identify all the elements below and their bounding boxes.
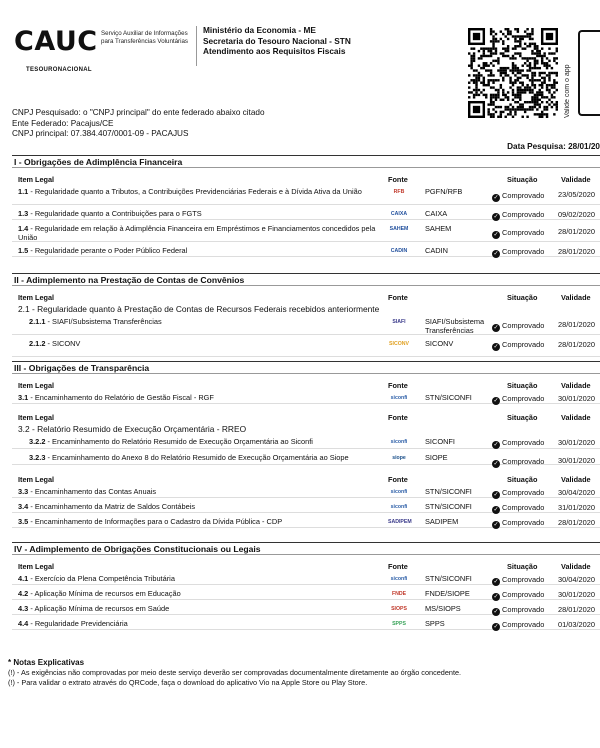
validade-value: 28/01/2020 — [558, 340, 595, 349]
validade-value: 09/02/2020 — [558, 210, 595, 219]
situacao-text: Comprovado — [502, 228, 545, 237]
col-validade: Validade — [561, 293, 591, 302]
check-circle-icon: ✓ — [493, 609, 499, 615]
col-item-legal: Item Legal — [18, 175, 55, 184]
ministry-line: Secretaria do Tesouro Nacional - STN — [203, 35, 351, 46]
fonte-value: MS/SIOPS — [425, 604, 461, 613]
note-line: (!) - As exigências não comprovadas por meio deste serviço deverão ser comprovadas documentalmente diretamente ao órgão concedente. — [8, 668, 462, 677]
col-item-legal: Item Legal — [18, 475, 55, 484]
validade-value: 30/04/2020 — [558, 575, 595, 584]
ente-federado: Ente Federado: Pacajus/CE — [12, 118, 114, 128]
column-header-row — [12, 413, 600, 423]
cnpj-pesquisado: CNPJ Pesquisado: o "CNPJ principal" do ente federado abaixo citado — [12, 108, 265, 117]
item-description: - SICONV — [45, 339, 81, 348]
situacao-text: Comprovado — [502, 488, 545, 497]
item-legal-text — [18, 393, 378, 402]
item-description: - Encaminhamento do Anexo 8 do Relatório Resumido de Execução Orçamentária ao Siope — [45, 453, 349, 462]
item-legal-text — [18, 604, 378, 613]
validade-value: 23/05/2020 — [558, 190, 595, 199]
situacao-text: Comprovado — [502, 590, 545, 599]
explanatory-notes — [8, 658, 598, 688]
item-description: - Encaminhamento do Relatório de Gestão Fiscal - RGF — [28, 393, 214, 402]
fonte-logo-icon: CAIXA — [390, 211, 408, 217]
item-description: - Regularidade quanto a Tributos, a Contribuições Previdenciárias Federais e à Dívida Ativa da União — [28, 187, 362, 196]
item-description: - Regularidade quanto a Contribuições para o FGTS — [28, 209, 202, 218]
validade-value: 28/01/2020 — [558, 518, 595, 527]
situacao-text: Comprovado — [502, 518, 545, 527]
fonte-logo-icon: RFB — [393, 189, 405, 195]
validade-value: 30/01/2020 — [558, 456, 595, 465]
check-circle-icon: ✓ — [493, 461, 499, 467]
subsection-title: 3.2 - Relatório Resumido de Execução Orçamentária - RREO — [18, 424, 247, 434]
fonte-logo-icon: siconfi — [390, 576, 408, 582]
item-legal-text — [29, 437, 379, 446]
col-situacao: Situação — [507, 413, 538, 422]
fonte-value: CAIXA — [425, 209, 448, 218]
item-description: - Aplicação Mínima de recursos em Educação — [28, 589, 181, 598]
column-header-row — [12, 562, 600, 572]
qr-code[interactable] — [468, 28, 558, 118]
table-row — [12, 436, 600, 449]
col-validade: Validade — [561, 562, 591, 571]
item-description: - Encaminhamento das Contas Anuais — [28, 487, 157, 496]
check-circle-icon: ✓ — [493, 398, 499, 404]
col-validade: Validade — [561, 381, 591, 390]
col-fonte: Fonte — [388, 175, 408, 184]
item-legal-text — [18, 224, 378, 242]
item-legal-text — [29, 317, 379, 326]
item-description: - SIAFI/Subsistema Transferências — [45, 317, 162, 326]
item-number: 4.3 — [18, 604, 29, 613]
subsection-title: 2.1 - Regularidade quanto à Prestação de Contas de Recursos Federais recebidos anteriormente — [18, 304, 380, 314]
situacao-text: Comprovado — [502, 438, 545, 447]
fonte-value: SIOPE — [425, 453, 448, 462]
item-description: - Regularidade em relação à Adimplência Financeira em Empréstimos e Financiamentos concedidos pela União — [18, 224, 376, 242]
item-legal-text — [18, 209, 378, 218]
situacao-text: Comprovado — [502, 340, 545, 349]
situacao-text: Comprovado — [502, 503, 545, 512]
check-circle-icon: ✓ — [493, 442, 499, 448]
fonte-logo-icon: CADIN — [390, 248, 408, 254]
item-legal-text — [29, 339, 379, 348]
table-row — [12, 573, 600, 585]
validade-value: 30/01/2020 — [558, 590, 595, 599]
fonte-logo-icon: SICONV — [389, 341, 409, 347]
column-header-row — [12, 293, 600, 303]
item-number: 1.1 — [18, 187, 29, 196]
col-fonte: Fonte — [388, 381, 408, 390]
item-number: 1.4 — [18, 224, 29, 233]
check-circle-icon: ✓ — [493, 344, 499, 350]
column-header-row — [12, 475, 600, 485]
item-description: - Encaminhamento do Relatório Resumido de Execução Orçamentária ao Siconfi — [45, 437, 313, 446]
situacao-text: Comprovado — [502, 247, 545, 256]
fonte-value: SIAFI/Subsistema Transferências — [425, 317, 485, 335]
check-circle-icon: ✓ — [493, 251, 499, 257]
item-number: 4.2 — [18, 589, 29, 598]
situacao-text: Comprovado — [502, 620, 545, 629]
section-title: III - Obrigações de Transparência — [12, 361, 600, 374]
col-situacao: Situação — [507, 381, 538, 390]
fonte-value: FNDE/SIOPE — [425, 589, 470, 598]
check-circle-icon: ✓ — [493, 232, 499, 238]
tesouro-nacional-logo: TESOURONACIONAL — [26, 67, 92, 73]
col-item-legal: Item Legal — [18, 293, 55, 302]
check-circle-icon: ✓ — [493, 522, 499, 528]
table-row — [12, 588, 600, 600]
table-row — [12, 618, 600, 630]
fonte-logo-icon: SPPS — [392, 621, 406, 627]
situacao-text: Comprovado — [502, 457, 545, 466]
fonte-value: STN/SICONFI — [425, 574, 472, 583]
situacao-text: Comprovado — [502, 575, 545, 584]
fonte-logo-icon: siconfi — [390, 489, 408, 495]
item-legal-text — [18, 589, 378, 598]
ministry-block — [203, 25, 351, 57]
section-title: IV - Adimplemento de Obrigações Constitucionais ou Legais — [12, 542, 600, 555]
col-fonte: Fonte — [388, 413, 408, 422]
table-row — [12, 316, 600, 335]
item-number: 4.4 — [18, 619, 29, 628]
col-fonte: Fonte — [388, 475, 408, 484]
item-number: 3.1 — [18, 393, 29, 402]
fonte-value: SICONFI — [425, 437, 455, 446]
qr-validate-hint — [564, 28, 600, 128]
item-legal-text — [18, 187, 378, 196]
item-number: 3.2.2 — [29, 437, 46, 446]
item-number: 1.5 — [18, 246, 29, 255]
col-item-legal: Item Legal — [18, 381, 55, 390]
col-fonte: Fonte — [388, 293, 408, 302]
check-circle-icon: ✓ — [493, 325, 499, 331]
col-item-legal: Item Legal — [18, 562, 55, 571]
item-number: 2.1.1 — [29, 317, 46, 326]
item-legal-text — [18, 487, 378, 496]
fonte-value: PGFN/RFB — [425, 187, 463, 196]
col-situacao: Situação — [507, 475, 538, 484]
header-divider — [196, 26, 197, 66]
validade-value: 28/01/2020 — [558, 320, 595, 329]
logo-cauc-text: CAUC — [14, 26, 98, 57]
col-validade: Validade — [561, 413, 591, 422]
item-description: - Encaminhamento da Matriz de Saldos Contábeis — [28, 502, 196, 511]
table-row — [12, 223, 600, 242]
item-number: 3.4 — [18, 502, 29, 511]
table-row — [12, 338, 600, 357]
item-legal-text — [18, 246, 378, 255]
fonte-value: STN/SICONFI — [425, 502, 472, 511]
table-row — [12, 392, 600, 404]
item-legal-text — [18, 502, 378, 511]
col-fonte: Fonte — [388, 562, 408, 571]
item-number: 3.5 — [18, 517, 29, 526]
logo-subtitle: Serviço Auxiliar de Informações para Transferências Voluntárias — [101, 30, 189, 45]
item-description: - Encaminhamento de Informações para o Cadastro da Dívida Pública - CDP — [28, 517, 283, 526]
situacao-text: Comprovado — [502, 605, 545, 614]
fonte-logo-icon: SAHEM — [389, 226, 409, 232]
fonte-value: CADIN — [425, 246, 448, 255]
item-number: 2.1.2 — [29, 339, 46, 348]
fonte-logo-icon: SIAFI — [392, 319, 406, 325]
fonte-logo-icon: siope — [392, 455, 406, 461]
situacao-text: Comprovado — [502, 321, 545, 330]
table-row — [12, 208, 600, 220]
validade-value: 30/01/2020 — [558, 394, 595, 403]
situacao-text: Comprovado — [502, 191, 545, 200]
validade-value: 28/01/2020 — [558, 227, 595, 236]
check-circle-icon: ✓ — [493, 624, 499, 630]
validade-value: 28/01/2020 — [558, 605, 595, 614]
item-description: - Exercício da Plena Competência Tributária — [28, 574, 175, 583]
validade-value: 01/03/2020 — [558, 620, 595, 629]
col-situacao: Situação — [507, 175, 538, 184]
validade-value: 30/04/2020 — [558, 488, 595, 497]
item-legal-text — [18, 517, 378, 526]
item-number: 4.1 — [18, 574, 29, 583]
column-header-row — [12, 381, 600, 391]
fonte-value: SAHEM — [425, 224, 452, 233]
fonte-logo-icon: siconfi — [390, 504, 408, 510]
fonte-value: STN/SICONFI — [425, 487, 472, 496]
check-circle-icon: ✓ — [493, 214, 499, 220]
cnpj-principal: CNPJ principal: 07.384.407/0001-09 - PACAJUS — [12, 129, 189, 138]
check-circle-icon: ✓ — [493, 195, 499, 201]
column-header-row — [12, 175, 600, 185]
fonte-logo-icon: siconfi — [390, 439, 408, 445]
table-row — [12, 186, 600, 205]
table-row — [12, 452, 600, 465]
table-row — [12, 603, 600, 615]
col-situacao: Situação — [507, 562, 538, 571]
col-validade: Validade — [561, 475, 591, 484]
fonte-logo-icon: siconfi — [390, 395, 408, 401]
item-number: 3.3 — [18, 487, 29, 496]
phone-icon — [578, 30, 600, 116]
ministry-line: Ministério da Economia - ME — [203, 25, 316, 35]
item-number: 1.3 — [18, 209, 29, 218]
item-legal-text — [18, 574, 378, 583]
table-row — [12, 486, 600, 498]
item-description: - Aplicação Mínima de recursos em Saúde — [28, 604, 170, 613]
item-description: - Regularidade perante o Poder Público Federal — [28, 246, 188, 255]
item-description: - Regularidade Previdenciária — [28, 619, 128, 628]
fonte-value: SICONV — [425, 339, 454, 348]
check-circle-icon: ✓ — [493, 507, 499, 513]
check-circle-icon: ✓ — [493, 492, 499, 498]
situacao-text: Comprovado — [502, 394, 545, 403]
notes-title: * Notas Explicativas — [8, 658, 85, 667]
situacao-text: Comprovado — [502, 210, 545, 219]
fonte-value: SADIPEM — [425, 517, 459, 526]
fonte-value: STN/SICONFI — [425, 393, 472, 402]
fonte-logo-icon: FNDE — [391, 591, 407, 597]
col-validade: Validade — [561, 175, 591, 184]
check-circle-icon: ✓ — [493, 594, 499, 600]
item-legal-text — [18, 619, 378, 628]
note-line: (!) - Para validar o extrato através do QRCode, faça o download do aplicativo Vio na Apple Store ou Play Store. — [8, 678, 368, 687]
data-pesquisa: Data Pesquisa: 28/01/20 — [507, 142, 600, 151]
section-title: II - Adimplemento na Prestação de Contas de Convênios — [12, 273, 600, 286]
item-number: 3.2.3 — [29, 453, 46, 462]
validade-value: 28/01/2020 — [558, 247, 595, 256]
fonte-value: SPPS — [425, 619, 445, 628]
check-circle-icon: ✓ — [493, 579, 499, 585]
col-item-legal: Item Legal — [18, 413, 55, 422]
query-info — [12, 108, 265, 140]
table-row — [12, 516, 600, 528]
qr-side-text: Valide com o app — [564, 64, 571, 118]
validade-value: 31/01/2020 — [558, 503, 595, 512]
fonte-logo-icon: SIOPS — [391, 606, 407, 612]
item-legal-text — [29, 453, 379, 462]
section-title: I - Obrigações de Adimplência Financeira — [12, 155, 600, 168]
ministry-line: Atendimento aos Requisitos Fiscais — [203, 46, 346, 56]
col-situacao: Situação — [507, 293, 538, 302]
table-row — [12, 501, 600, 513]
fonte-logo-icon: SADIPEM — [388, 519, 412, 525]
table-row — [12, 245, 600, 257]
validade-value: 30/01/2020 — [558, 438, 595, 447]
cauc-logo — [14, 26, 194, 76]
